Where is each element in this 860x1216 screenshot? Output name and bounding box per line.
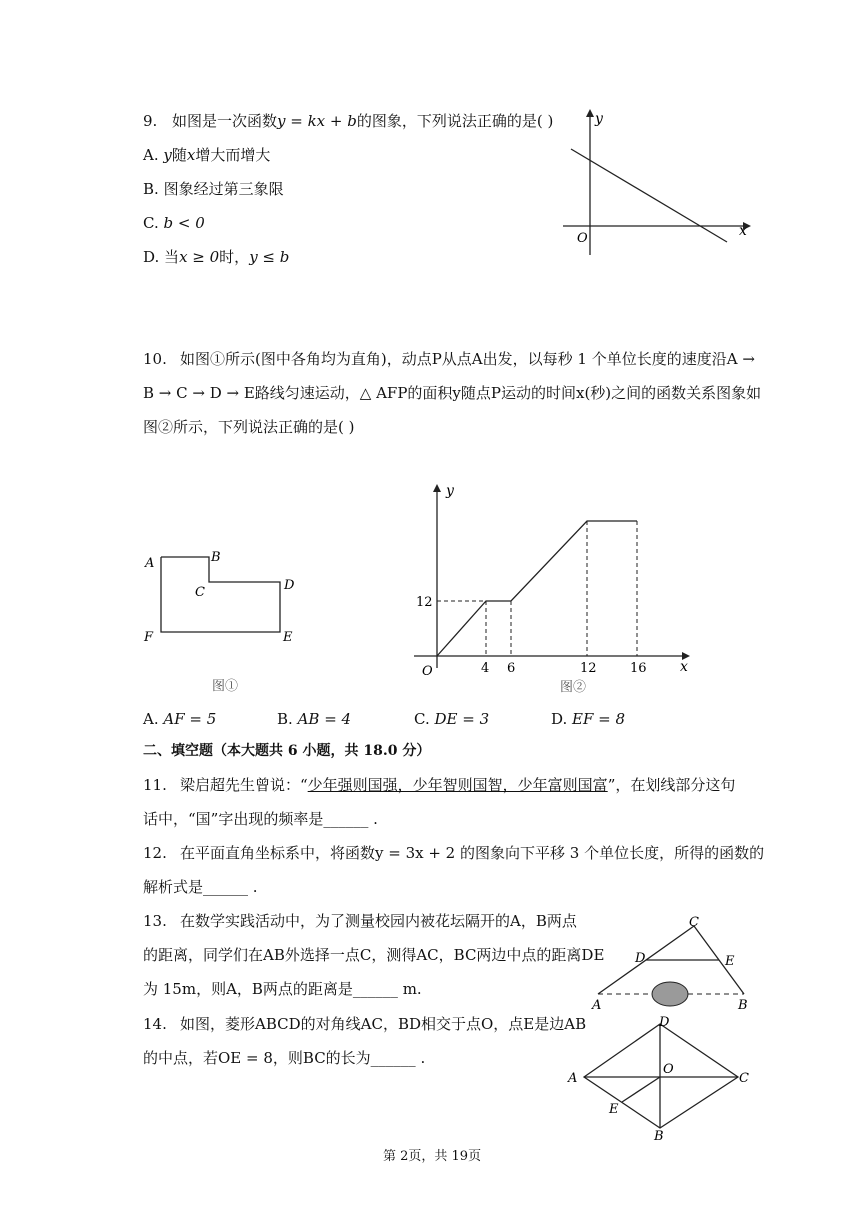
- q9-option-a-sui: 随: [171, 146, 187, 164]
- q9-option-d-letter: D.: [143, 248, 160, 266]
- q10-figure-2: [410, 478, 695, 698]
- q10-line3: 图②所示，下列说法正确的是( ): [143, 418, 355, 436]
- q9-stem: [172, 111, 553, 131]
- q11-line1-b: ”，在划线部分这句: [607, 776, 736, 794]
- q9-option-d-d: y ≤ b: [249, 248, 290, 266]
- q10-fig2-caption: 图②: [560, 680, 587, 695]
- q10-fig1-label-e: E: [283, 630, 293, 645]
- q9-option-d-b: x ≥ 0: [179, 248, 220, 266]
- q14-fig-label-c: C: [739, 1071, 749, 1086]
- q10-fig2-y-label: y: [446, 483, 454, 499]
- q10-fig1-label-d: D: [284, 578, 295, 593]
- q14-fig-label-e: E: [609, 1102, 619, 1117]
- q10-option-b: [277, 709, 351, 729]
- q10-fig1-label-f: F: [144, 630, 154, 645]
- q10-option-c-text: DE = 3: [434, 710, 490, 728]
- q10-line2: B → C → D → E路线匀速运动，△ AFP的面积y随点P运动的时间x(秒)之间的函数关系图象如: [143, 384, 762, 402]
- q10-fig1-label-c: C: [195, 585, 205, 600]
- q9-option-b-text: 图象经过第三象限: [163, 180, 284, 198]
- q10-fig1-caption: 图①: [212, 679, 239, 694]
- q10-fig2-origin: O: [422, 664, 433, 679]
- q11-line2: 话中，“国”字出现的频率是______ .: [143, 810, 378, 828]
- q10-fig1-label-b: B: [211, 550, 221, 565]
- q12-line1: 在平面直角坐标系中，将函数y = 3x + 2 的图象向下平移 3 个单位长度，所得的函数的: [180, 844, 765, 862]
- q11-line1: [180, 775, 735, 795]
- q11-underlined-quote: 少年强则国强，少年智则国智，少年富则国富: [307, 776, 608, 794]
- q14-fig-label-o: O: [663, 1062, 674, 1077]
- q10-option-a: [143, 709, 216, 729]
- q9-stem-a: 如图是一次函数: [172, 112, 278, 130]
- q13-fig-label-a: A: [592, 998, 602, 1013]
- q9-option-a-rest: 增大而增大: [195, 146, 271, 164]
- q10-option-a-letter: A.: [143, 710, 159, 728]
- q13-line3: 为 15m，则A，B两点的距离是______ m.: [143, 980, 422, 998]
- q13-fig-label-c: C: [689, 915, 699, 930]
- q9-graph: [555, 105, 755, 265]
- q9-graph-y-label: y: [595, 111, 603, 127]
- q9-option-b-letter: B.: [143, 180, 159, 198]
- q10-option-c-letter: C.: [414, 710, 430, 728]
- q14-fig-label-b: B: [654, 1129, 664, 1144]
- q9-option-d-a: 当: [164, 248, 180, 266]
- q13-figure: [590, 910, 760, 1015]
- q12-line2: 解析式是______ .: [143, 878, 258, 896]
- q9-option-d-c: 时，: [219, 248, 250, 266]
- q10-option-d-text: EF = 8: [572, 710, 626, 728]
- q10-option-c: [414, 709, 489, 729]
- q10-option-d-letter: D.: [551, 710, 568, 728]
- q10-figure-1: [140, 548, 310, 698]
- q13-line2: 的距离，同学们在AB外选择一点C，测得AC，BC两边中点的距离DE: [143, 946, 605, 964]
- q10-option-a-text: AF = 5: [163, 710, 217, 728]
- q9-option-c-letter: C.: [143, 214, 159, 232]
- q14-figure: [565, 1012, 755, 1144]
- q14-fig-label-d: D: [659, 1015, 670, 1030]
- q9-number: 9.: [143, 112, 158, 130]
- q10-option-b-letter: B.: [277, 710, 293, 728]
- q9-stem-math: y = kx + b: [277, 112, 357, 130]
- q10-fig2-x-tick-16: 16: [630, 661, 647, 676]
- q10-option-b-text: AB = 4: [297, 710, 352, 728]
- q10-fig2-x-tick-6: 6: [507, 661, 516, 676]
- q10-option-d: [551, 709, 625, 729]
- q9-option-a-letter: A.: [143, 146, 159, 164]
- q13-fig-label-e: E: [725, 954, 735, 969]
- q10-number: 10.: [143, 350, 167, 368]
- q10-fig1-label-a: A: [145, 556, 155, 571]
- q14-line2: 的中点，若OE = 8，则BC的长为______ .: [143, 1049, 426, 1067]
- q9-option-b: [143, 179, 284, 199]
- q9-option-a: [143, 145, 270, 165]
- q10-line1: 如图①所示(图中各角均为直角)，动点P从点A出发，以每秒 1 个单位长度的速度沿A →: [180, 350, 755, 368]
- q11-line1-a: 梁启超先生曾说：“: [180, 776, 308, 794]
- section-2-title: 二、填空题（本大题共 6 小题，共 18.0 分）: [143, 743, 431, 759]
- q9-option-a-x: x: [186, 146, 196, 164]
- q10-fig2-x-tick-4: 4: [481, 661, 490, 676]
- q14-line1: 如图，菱形ABCD的对角线AC，BD相交于点O，点E是边AB: [180, 1015, 587, 1033]
- q12-number: 12.: [143, 844, 167, 862]
- page-footer: 第 2页，共 19页: [383, 1149, 482, 1164]
- q13-fig-label-d: D: [635, 951, 646, 966]
- q9-option-c-text: b < 0: [163, 214, 205, 232]
- q9-stem-b: 的图象，下列说法正确的是( ): [356, 112, 554, 130]
- q14-number: 14.: [143, 1015, 167, 1033]
- q10-fig2-x-tick-12: 12: [580, 661, 597, 676]
- q9-option-d: [143, 247, 289, 267]
- q9-option-a-y: y: [163, 146, 172, 164]
- q13-line1: 在数学实践活动中，为了测量校园内被花坛隔开的A，B两点: [180, 912, 577, 930]
- q13-number: 13.: [143, 912, 167, 930]
- q9-graph-origin: O: [577, 231, 588, 246]
- q9-graph-x-label: x: [739, 223, 747, 239]
- q10-fig2-x-label: x: [680, 659, 688, 675]
- q13-fig-label-b: B: [738, 998, 748, 1013]
- q9-option-c: [143, 213, 205, 233]
- q10-fig2-y-tick-12: 12: [416, 595, 433, 610]
- q14-fig-label-a: A: [568, 1071, 578, 1086]
- q11-number: 11.: [143, 776, 167, 794]
